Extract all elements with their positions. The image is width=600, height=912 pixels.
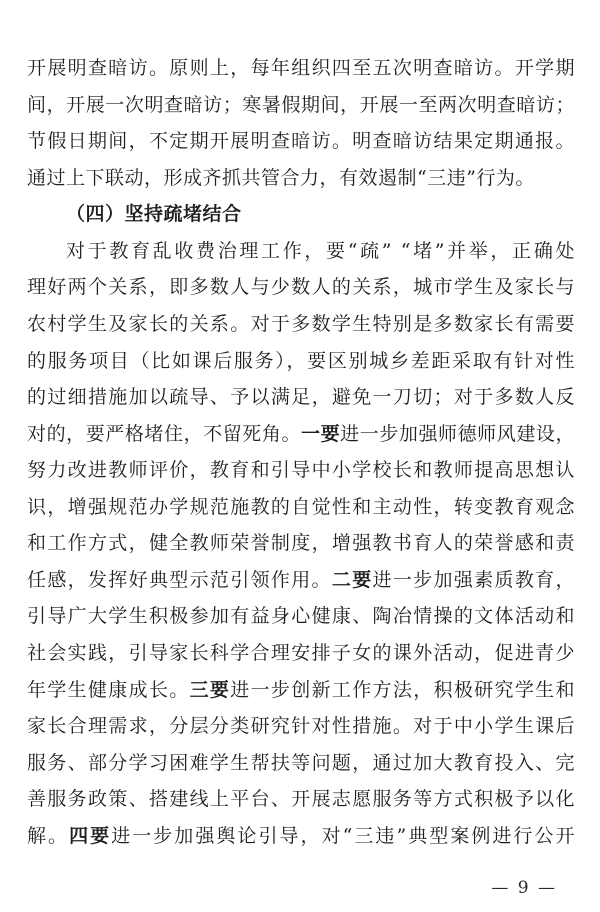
text-line: 的服务项目（比如课后服务），要区别城乡差距采取有针对性 xyxy=(27,349,575,372)
text-line: 理好两个关系，即多数人与少数人的关系，城市学生及家长与 xyxy=(27,276,575,299)
text-line: 努力改进教师评价，教育和引导中小学校长和教师提高思想认 xyxy=(27,459,575,482)
section xyxy=(27,196,575,233)
text-line xyxy=(27,562,575,599)
text-segment: 进一步加强师德师风建设， xyxy=(340,422,575,445)
emphasis-text: 二要 xyxy=(331,568,373,591)
text-line: 引导广大学生积极参加有益身心健康、陶冶情操的文体活动和 xyxy=(27,605,575,628)
text-line: 服务、部分学习困难学生帮扶等问题，通过加大教育投入、完 xyxy=(27,751,575,774)
text-segment: 任感，发挥好典型示范引领作用。 xyxy=(27,568,332,591)
text-segment: 进一步加强素质教育， xyxy=(372,568,575,591)
text-line: 和工作方式，健全教师荣誉制度，增强教书育人的荣誉感和责 xyxy=(27,532,575,555)
text-line xyxy=(27,672,575,709)
text-segment: 进一步创新工作方法，积极研究学生和 xyxy=(230,678,575,701)
emphasis-text: 三要 xyxy=(189,678,231,701)
text-line xyxy=(27,818,575,855)
text-line xyxy=(27,416,575,453)
text-segment: 年学生健康成长。 xyxy=(27,678,190,701)
text-line: 开展明查暗访。原则上，每年组织四至五次明查暗访。开学期 xyxy=(27,57,575,79)
text-line: 对于教育乱收费治理工作，要“疏” “堵”并举，正确处 xyxy=(66,239,575,262)
text-line: 善服务政策、搭建线上平台、开展志愿服务等方式积极予以化 xyxy=(27,788,575,811)
text-line: 的过细措施加以疏导、予以满足，避免一刀切；对于多数人反 xyxy=(27,386,575,409)
paragraph xyxy=(27,233,575,855)
emphasis-text: 一要 xyxy=(301,422,341,445)
page-number: — 9 — xyxy=(491,878,557,898)
paragraph xyxy=(27,50,575,196)
body-text xyxy=(27,50,575,854)
text-line: 识，增强规范办学规范施教的自觉性和主动性，转变教育观念 xyxy=(27,495,575,518)
text-segment: 解。 xyxy=(27,824,70,847)
text-segment: 进一步加强舆论引导，对“三违”典型案例进行公开 xyxy=(111,824,575,847)
text-segment: 对的，要严格堵住，不留死角。 xyxy=(27,422,302,445)
text-line: 通过上下联动，形成齐抓共管合力，有效遏制“三违”行为。 xyxy=(27,166,535,189)
text-line: 家长合理需求，分层分类研究针对性措施。对于中小学生课后 xyxy=(27,715,575,738)
text-line: 间，开展一次明查暗访；寒暑假期间，开展一至两次明查暗访； xyxy=(27,93,575,116)
text-line: 农村学生及家长的关系。对于多数学生特别是多数家长有需要 xyxy=(27,312,575,335)
text-line: 节假日期间，不定期开展明查暗访。明查暗访结果定期通报。 xyxy=(27,130,575,153)
text-line: 社会实践，引导家长科学合理安排子女的课外活动，促进青少 xyxy=(27,642,575,664)
section-heading: （四）坚持疏堵结合 xyxy=(66,203,242,226)
emphasis-text: 四要 xyxy=(69,824,112,847)
